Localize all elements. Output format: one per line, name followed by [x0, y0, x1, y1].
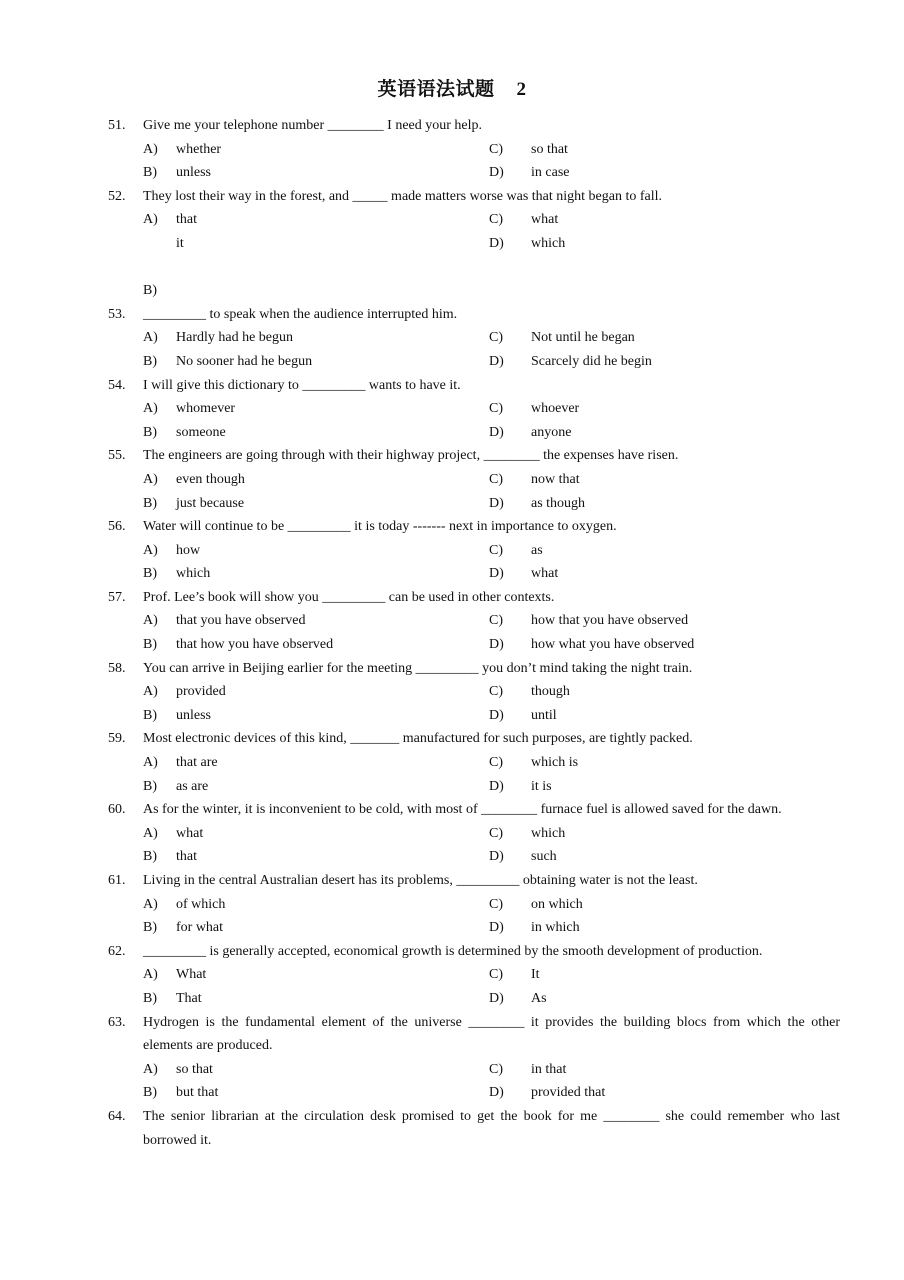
answer-option[interactable]: [143, 326, 293, 350]
option-letter: C): [489, 1061, 503, 1077]
option-letter: A): [143, 401, 158, 417]
question-text: Hydrogen is the fundamental element of the universe ________ it provides the building blocs from which the other elements are produced.: [143, 1014, 840, 1054]
option-letter: D): [489, 849, 504, 865]
option-text: that: [176, 212, 197, 228]
option-letter: B): [143, 1085, 157, 1101]
question-item: [0, 798, 904, 869]
option-text: such: [531, 849, 557, 865]
answer-option[interactable]: [143, 421, 226, 445]
option-letter: B): [143, 566, 157, 582]
question-stem: [0, 869, 904, 893]
options-row: [0, 539, 904, 563]
options-row: [0, 138, 904, 162]
question-number: 52.: [108, 188, 126, 204]
answer-option[interactable]: [489, 704, 557, 728]
option-text: in which: [531, 920, 580, 936]
options-row: [0, 492, 904, 516]
question-text: The senior librarian at the circulation desk promised to get the book for me ________ she could remember who last borrowed it.: [143, 1108, 840, 1148]
answer-option[interactable]: [143, 680, 226, 704]
question-stem: [0, 940, 904, 964]
question-item: [0, 185, 904, 303]
question-item: [0, 1011, 904, 1105]
option-letter: C): [489, 401, 503, 417]
option-text: provided: [176, 684, 226, 700]
answer-option[interactable]: [143, 845, 197, 869]
question-item: [0, 444, 904, 515]
option-letter: D): [489, 353, 504, 369]
answer-option[interactable]: [143, 232, 184, 256]
options-row: [0, 468, 904, 492]
option-letter: B): [143, 990, 157, 1006]
options-row: [0, 916, 904, 940]
option-text: which is: [531, 755, 579, 771]
option-text: as though: [531, 495, 586, 511]
question-stem: [0, 515, 904, 539]
answer-option[interactable]: [143, 987, 202, 1011]
question-item: [0, 374, 904, 445]
answer-option[interactable]: [489, 562, 558, 586]
answer-option[interactable]: [143, 539, 200, 563]
option-text: though: [531, 684, 570, 700]
page-title: [0, 76, 904, 104]
option-letter: D): [489, 920, 504, 936]
option-letter: D): [489, 235, 504, 251]
options-row: [0, 562, 904, 586]
option-text: in case: [531, 165, 570, 181]
option-text: unless: [176, 707, 211, 723]
option-letter: A): [143, 1061, 158, 1077]
option-letter: A): [143, 755, 158, 771]
option-text: of which: [176, 896, 226, 912]
answer-option[interactable]: [489, 987, 547, 1011]
option-letter: D): [489, 1085, 504, 1101]
answer-option[interactable]: [489, 492, 585, 516]
options-grid: [0, 208, 904, 255]
answer-option[interactable]: [489, 893, 583, 917]
question-number: 59.: [108, 731, 126, 747]
question-item: [0, 303, 904, 374]
answer-option[interactable]: [143, 492, 244, 516]
answer-option[interactable]: [143, 161, 211, 185]
answer-option[interactable]: [143, 562, 210, 586]
option-letter: B): [143, 637, 157, 653]
option-text: What: [176, 967, 207, 983]
question-stem: [0, 444, 904, 468]
answer-option[interactable]: [489, 350, 652, 374]
question-text: Give me your telephone number ________ I need your help.: [143, 118, 483, 133]
question-item: [0, 586, 904, 657]
question-text: Prof. Lee’s book will show you _________ can be used in other contexts.: [143, 589, 555, 605]
question-number: 64.: [108, 1108, 126, 1124]
option-letter: D): [489, 990, 504, 1006]
option-text: that: [176, 849, 197, 865]
question-item: [0, 1105, 904, 1152]
option-letter: D): [489, 424, 504, 440]
option-text: for what: [176, 920, 224, 936]
question-item: [0, 869, 904, 940]
answer-option[interactable]: [489, 916, 580, 940]
option-letter: D): [489, 495, 504, 511]
title-number: 2: [516, 79, 527, 100]
option-text: as are: [176, 778, 209, 794]
answer-option[interactable]: [489, 751, 578, 775]
question-text: _________ is generally accepted, economical growth is determined by the smooth development of production.: [143, 943, 763, 959]
options-row: [0, 421, 904, 445]
options-grid: [0, 539, 904, 586]
question-item: [0, 114, 904, 185]
option-text: so that: [176, 1061, 213, 1077]
question-number: 55.: [108, 448, 126, 464]
option-text: Scarcely did he begin: [531, 353, 652, 369]
options-grid: [0, 680, 904, 727]
question-number: 57.: [108, 589, 126, 605]
option-text: that are: [176, 755, 218, 771]
option-text: what: [531, 566, 559, 582]
question-number: 63.: [108, 1014, 126, 1030]
option-letter: D): [489, 566, 504, 582]
answer-option[interactable]: [489, 680, 570, 704]
options-row: [0, 208, 904, 232]
question-item: [0, 727, 904, 798]
option-text: how: [176, 542, 201, 558]
option-letter: C): [489, 330, 503, 346]
option-text: how what you have observed: [531, 637, 695, 653]
answer-option[interactable]: [143, 893, 225, 917]
option-letter: C): [489, 684, 503, 700]
option-text: someone: [176, 424, 226, 440]
option-text: which: [531, 235, 566, 251]
answer-option[interactable]: [489, 845, 557, 869]
answer-option[interactable]: [143, 208, 197, 232]
option-text: what: [176, 825, 204, 841]
answer-option[interactable]: [489, 397, 579, 421]
question-stem: [0, 586, 904, 610]
answer-option[interactable]: [489, 208, 558, 232]
option-letter: C): [489, 613, 503, 629]
question-stem: [0, 1011, 904, 1058]
options-row: [0, 775, 904, 799]
question-number: 56.: [108, 519, 126, 535]
question-list: [0, 114, 904, 1152]
question-text: Living in the central Australian desert has its problems, _________ obtaining water is not the least.: [143, 873, 698, 888]
options-row: [0, 161, 904, 185]
question-text: Most electronic devices of this kind, _______ manufactured for such purposes, are tightly packed.: [143, 731, 693, 747]
answer-option[interactable]: [489, 421, 571, 445]
option-text: just because: [176, 495, 245, 511]
option-text: whether: [176, 141, 222, 157]
option-letter: D): [489, 778, 504, 794]
options-row: [0, 751, 904, 775]
answer-option[interactable]: [489, 161, 569, 185]
answer-option[interactable]: [489, 1058, 566, 1082]
option-letter: A): [143, 330, 158, 346]
options-row: [0, 633, 904, 657]
option-letter: A): [143, 471, 158, 487]
question-text: The engineers are going through with their highway project, ________ the expenses have risen.: [143, 448, 679, 464]
option-text: provided that: [531, 1085, 606, 1101]
options-grid: [0, 963, 904, 1010]
answer-option[interactable]: [143, 609, 305, 633]
option-letter: B): [143, 424, 157, 440]
question-stem: [0, 657, 904, 681]
options-row: [0, 1058, 904, 1082]
option-letter: A): [143, 613, 158, 629]
options-grid: [0, 822, 904, 869]
option-letter: A): [143, 967, 158, 983]
option-text: whoever: [531, 401, 580, 417]
options-row: [0, 963, 904, 987]
option-letter: C): [489, 141, 503, 157]
options-row: [0, 609, 904, 633]
answer-option[interactable]: [143, 751, 218, 775]
options-row: [0, 1081, 904, 1105]
answer-option[interactable]: [143, 1081, 218, 1105]
question-stem: [0, 798, 904, 822]
option-letter: A): [143, 141, 158, 157]
option-letter: B): [143, 165, 157, 181]
question-item: [0, 657, 904, 728]
option-text: anyone: [531, 424, 572, 440]
answer-option[interactable]: [143, 1058, 213, 1082]
question-item: [0, 940, 904, 1011]
option-text: which: [531, 825, 566, 841]
option-text: It: [531, 967, 540, 983]
question-text: You can arrive in Beijing earlier for the meeting _________ you don’t mind taking the night train.: [143, 660, 693, 676]
question-stem: [0, 185, 904, 209]
option-text: whomever: [176, 401, 236, 417]
option-text: so that: [531, 141, 568, 157]
options-row: [0, 704, 904, 728]
options-grid: [0, 751, 904, 798]
question-text: Water will continue to be _________ it is today ------- next in importance to oxygen.: [143, 519, 617, 535]
option-text: until: [531, 707, 557, 723]
answer-option[interactable]: [143, 633, 333, 657]
answer-option[interactable]: [143, 822, 203, 846]
question-text: _________ to speak when the audience interrupted him.: [143, 306, 458, 322]
option-letter: B): [143, 495, 157, 511]
question-stem: [0, 114, 904, 138]
question-item: [0, 515, 904, 586]
option-letter: D): [489, 707, 504, 723]
options-row: [0, 987, 904, 1011]
option-text: As: [531, 990, 547, 1006]
options-grid: [0, 609, 904, 656]
option-letter: B): [143, 920, 157, 936]
option-text: Hardly had he begun: [176, 330, 294, 346]
option-letter: D): [489, 637, 504, 653]
answer-option[interactable]: [143, 397, 235, 421]
question-stem: [0, 374, 904, 398]
options-row: [0, 397, 904, 421]
answer-option[interactable]: [489, 633, 694, 657]
options-grid: [0, 468, 904, 515]
question-number: 60.: [108, 802, 126, 818]
options-row: [0, 680, 904, 704]
question-text: As for the winter, it is inconvenient to be cold, with most of ________ furnace fuel is allowed saved for the dawn.: [143, 802, 782, 818]
options-grid: [0, 893, 904, 940]
question-text: They lost their way in the forest, and _____ made matters worse was that night began to fall.: [143, 188, 663, 204]
question-number: 58.: [108, 660, 126, 676]
option-text: Not until he began: [531, 330, 635, 346]
answer-option[interactable]: [143, 704, 211, 728]
option-text: what: [531, 212, 559, 228]
options-grid: [0, 138, 904, 185]
option-text: that how you have observed: [176, 637, 334, 653]
option-letter: A): [143, 684, 158, 700]
stray-option-letter: B): [143, 283, 157, 299]
answer-option[interactable]: [143, 916, 223, 940]
option-text: which: [176, 566, 211, 582]
option-text: now that: [531, 471, 580, 487]
option-letter: B): [143, 778, 157, 794]
answer-option[interactable]: [489, 775, 552, 799]
options-grid: [0, 326, 904, 373]
question-stem: [0, 303, 904, 327]
question-number: 53.: [108, 306, 126, 322]
option-text: on which: [531, 896, 583, 912]
answer-option[interactable]: [489, 1081, 605, 1105]
option-letter: A): [143, 212, 158, 228]
options-row: [0, 326, 904, 350]
question-text: I will give this dictionary to _________ wants to have it.: [143, 377, 461, 393]
option-letter: C): [489, 967, 503, 983]
option-letter: A): [143, 542, 158, 558]
answer-option[interactable]: [143, 138, 221, 162]
answer-option[interactable]: [489, 326, 635, 350]
answer-option[interactable]: [489, 138, 568, 162]
option-text: even though: [176, 471, 245, 487]
options-row: [0, 279, 904, 303]
option-letter: C): [489, 212, 503, 228]
option-text: That: [176, 990, 202, 1006]
option-letter: B): [143, 353, 157, 369]
option-letter: B): [143, 707, 157, 723]
options-row: [0, 232, 904, 256]
question-stem: [0, 1105, 904, 1152]
title-text: 英语语法试题: [377, 79, 495, 100]
option-text: as: [531, 542, 543, 558]
answer-option[interactable]: [143, 468, 245, 492]
option-letter: D): [489, 165, 504, 181]
answer-option[interactable]: [489, 468, 580, 492]
option-text: that you have observed: [176, 613, 306, 629]
option-letter: A): [143, 896, 158, 912]
question-number: 54.: [108, 377, 126, 393]
question-number: 61.: [108, 873, 126, 888]
option-letter: C): [489, 896, 503, 912]
options-row: [0, 350, 904, 374]
option-text: how that you have observed: [531, 613, 689, 629]
options-row: [0, 822, 904, 846]
answer-option[interactable]: [143, 963, 206, 987]
option-text: No sooner had he begun: [176, 353, 313, 369]
option-text: unless: [176, 165, 211, 181]
answer-option[interactable]: [489, 609, 688, 633]
question-number: 51.: [108, 118, 126, 133]
options-row: [0, 893, 904, 917]
question-stem: [0, 727, 904, 751]
option-text: but that: [176, 1085, 219, 1101]
option-letter: C): [489, 825, 503, 841]
options-grid: [0, 397, 904, 444]
option-letter: C): [489, 471, 503, 487]
options-row: [0, 845, 904, 869]
option-text: it: [176, 235, 184, 251]
option-letter: C): [489, 542, 503, 558]
answer-option[interactable]: [489, 232, 565, 256]
answer-option[interactable]: [489, 539, 543, 563]
answer-option[interactable]: [489, 963, 540, 987]
blank-line: [0, 256, 904, 280]
option-letter: A): [143, 825, 158, 841]
answer-option[interactable]: [489, 822, 565, 846]
option-text: in that: [531, 1061, 567, 1077]
answer-option[interactable]: [143, 350, 312, 374]
option-letter: C): [489, 755, 503, 771]
option-letter: B): [143, 849, 157, 865]
question-number: 62.: [108, 943, 126, 959]
option-text: it is: [531, 778, 552, 794]
options-grid: [0, 1058, 904, 1105]
answer-option[interactable]: [143, 775, 208, 799]
